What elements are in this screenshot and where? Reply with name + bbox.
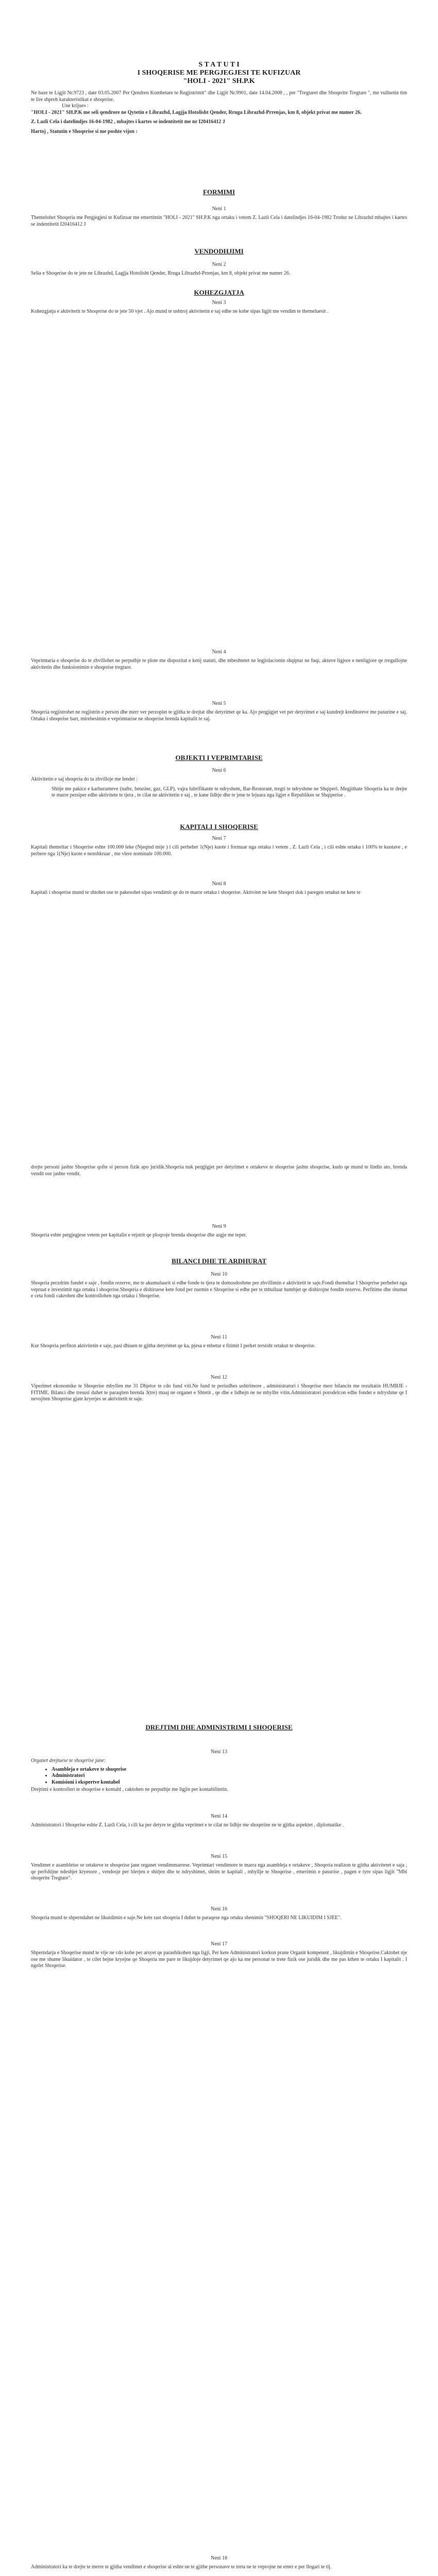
article-number: Neni 5 (212, 701, 226, 706)
article-activities: Shitje me pakice e karburanteve (nafte, benzine, gaz, GLP), vajra lubrifikante te ndryshem, Bar-Restorant, tregti te ndryshme ne Shqiperi. Megjithate Shoqeria ka te drejte te marre persiper edhe aktivitete te tjera , te cilat ne aktivitetin e saj , te kane lidhje dhe te jene te lejuara nga ligjet e Republikes se Shqiperise . (52, 786, 407, 798)
article-number: Neni 17 (211, 1941, 227, 1947)
article-text: Shperndarja e Shoqerise mund te vije ne cdo kohe per arsyet qe parashikohen nga ligji. Per kete Administratori korkon prane Organit kompetent , likujdimin e Shoqerise.Caktohet nje ose me shume likuidator , te cilet bejne kryejne qe Shoqeria me pare te likujdoje detyrimet qe ajo ka me personat te trete fizik ose juridik dhe me pas kthen te ortaku I kapitalit . I ngelet Shoqerise. (31, 1950, 407, 1969)
article-1 (31, 206, 407, 228)
list-item: • Komisioni i ekspertve kontabel (52, 1780, 407, 1786)
list-item: • Asambleja e ortakeve te shoqerise (52, 1767, 407, 1773)
article-text: Aktivitetin e saj shoqeria do ta zhvilloje me lendet : (31, 776, 138, 782)
article-number: Neni 8 (212, 881, 226, 887)
organs-list (52, 1767, 407, 1786)
article-text: Shoqeria mund te shperndahet ne likuidimin e saje.Ne kete rast shoqeria I duhet te paraqese nga ortaku shenimin "SHOQERI NE LIKUIDIM I SJEE". (31, 1915, 342, 1921)
article-number: Neni 14 (211, 1814, 227, 1819)
article-text: Kapitali i shoqerise mund te shtohet ose te pakesohet sipas vendimit qe do te marre ortaku i shoqerise. Aktivitet ne kete Shoqeri dok i paregen ortakut ne kete te (31, 890, 361, 895)
article-number: Neni 12 (211, 1375, 227, 1380)
article-number: Neni 18 (211, 2555, 227, 2561)
article-3 (31, 300, 407, 315)
intro-paragraph-2: Une krijues : (62, 103, 89, 109)
section-heading: VENDODHJIMI (194, 247, 244, 255)
article-text: Viperimet ekonomike te Shoqerise mbyllen me 31 Dhjetor te cdo fund viti.Ne fund te periudhes ushtrimore , administratori i Shoqerise merr bilancin me rezultatin HUMBJE -FITIME. Bilanci dhe tresusi duhet te paraqiten brenda 3(tre) muaj ne organet e Shtetit , qe dhe e lidhejn ne ne mbyllte vitin.Administratori porodelcon edhe fondet e ndryshme qe I nevojiten Shoqerise gjate kryerjes se aktivitetit te saje. (31, 1383, 407, 1402)
article-number: Neni 2 (212, 262, 226, 267)
article-4 (31, 649, 407, 671)
intro-paragraph-5: Hartoj , Statutin e Shoqerise si me poshte vijon : (31, 128, 138, 134)
article-6 (31, 768, 407, 799)
article-2 (31, 262, 407, 277)
section-heading: KAPITALI I SHOQERISE (180, 823, 258, 831)
section-kapitali (31, 823, 407, 831)
article-text: Themelohet Shoqeria me Pergjegjesi te Kufizuar me emertimin "HOLI - 2021" SH.P.K nga ortaku i vetem Z. Lazli Cela i datelindjes 16-04-1982 Trodur ne Librazhd mbajtes i kartes se indentitetit I20416412 J (31, 215, 407, 227)
title-company-name: "HOLI - 2021" SH.P.K (183, 77, 255, 85)
article-text: drejte personi jashte Shoqerise qofte si person fizik apo juridik.Shoqeria nuk pergjigjet per detyrimet e ortakeve te shoqerise jashte shoqerise, kudo qe mund te lindin ato, brenda vendit ose jashte vendit. (31, 1164, 407, 1177)
article-text: Shoqeria regjistrohet ne regjistrin e person dhe merr ver perzoplet te gjitha te drejtat dhe detyrimet qe ka. Ajo pergjigjet vet per detyrimet e saj kundrejt kreditoreve me pasurine e saj. Ortaku i shoqerise bart, mirebesimin e veprimtarise ne shoqerise brenda kapitalit te saj. (31, 709, 407, 722)
intro-paragraph-4: Z. Lazli Cela i datelindjes 16-04-1982 , mbajtes i kartes se indentitetit me nr I20416412 J (31, 119, 225, 125)
article-text: Kohezgjatja e aktivitetit te Shoqerise do te jete 50 vjet . Ajo mund te ushtroj aktivitetin e saj edhe ne kohe sipas ligjit me vendim te themeluesit . (31, 309, 329, 314)
article-8 (31, 881, 407, 896)
section-heading: BILANCI DHE TE ARDHURAT (171, 1257, 267, 1265)
article-15 (31, 1854, 407, 1882)
article-number: Neni 10 (211, 1272, 227, 1277)
article-11 (31, 1334, 407, 1350)
section-kohezgjatja (31, 289, 407, 297)
article-number: Neni 11 (211, 1334, 227, 1340)
article-text: Selia e Shoqerise do te jete ne Librazhd, Lagjja Hotolisht Qender, Rruga Librazhd-Prrenjas, km 8, objekt privat me numer 26. (31, 270, 291, 276)
article-number: Neni 3 (212, 300, 226, 306)
article-number: Neni 6 (212, 768, 226, 773)
article-text: Veprimtaria e shoqerise do te zhvillohet ne perputhje te plote me dispozitat e ketij statuti, dhe mbeshtetet ne legjislacionin shqiptar ne fuqi, aktuve ligjore e nenligjore qe rregullojne aktivitetin dhe funksionimin e shoqerise tregtare. (31, 658, 407, 670)
section-heading: KOHEZGJATJA (194, 289, 244, 296)
article-5 (31, 701, 407, 722)
article-number: Neni 7 (212, 836, 226, 841)
section-bilanci (31, 1257, 407, 1265)
article-13 (31, 1749, 407, 1793)
document-header (31, 61, 407, 86)
article-text: Kur Shoqeria perfiton aktivitetin e saje, pasi dhiuen te gjitha detyrimet qe ka, pjesa e mbetur e fitimit I perket tersisht ortakut te shoqerise. (31, 1343, 316, 1349)
section-formimi (31, 188, 407, 196)
intro-paragraph-3: "HOLI - 2021" SH.P.K me seli qendrore ne Qytetin e Librazhd, Lagjja Hotolisht Qender, Rruga Librazhd-Prrenjas, km 8, objekt privat me numer 26. (31, 109, 362, 115)
article-text: Vendimet e asambleise se ortakeve te shoqerise jane organet vendimmarrese. Veprimtari vendimore te marra nga asambleja e ortakeve , Shoqeria realizon te gjitha aktivitetet e saja , qe perfshijne ndeshjet kryesore , vendosje per blerjen e shitjen dhe te ndryshimet, shtim te kapitali , mbyllje te Shoqerise , emerimin e pasurise , pagen e tyre sipas ligjit "Mbi shoqerite Tregtare". (31, 1862, 407, 1881)
section-drejtimi (31, 1723, 407, 1732)
article-9 (31, 1224, 407, 1239)
article-12 (31, 1375, 407, 1403)
article-number: Neni 9 (212, 1224, 226, 1229)
article-text: Administratori ka te drejte te merre te gjitha vendimet e shoqerise ai eshte ne te gjithe personave te treta ne te veprojne ne emer e per llogari te tij. (31, 2564, 332, 2570)
article-18 (31, 2555, 407, 2571)
article-17 (31, 1941, 407, 1970)
article-text: Kapitali themeltar i Shoqerise eshte 100.000 leke (Njeqind mije ) i cili perbehet 1(Nje) kuote i formuar nga ortaku i vetem , Z. Lazli Cela , i cili eshte ortaku i 100% te kuotave , e perbere nga 1(Nje) kuote e nenshkruar , me vlere nominale 100.000. (31, 844, 407, 857)
article-text: Shoqeria eshte pergjegjese vetem per kapitalin e rejstrit qe ploqroje brenda shoqerise dhe asgje me teper. (31, 1232, 247, 1238)
section-heading: DREJTIMI DHE ADMINISTRIMI I SHOQERISE (145, 1723, 293, 1731)
article-text: Administratori i Shoqerise eshte Z. Lazli Cela, i cili ka per detyre te gjitha veprimet e te cilat ne lidhje me shoqerine ne te gjitha aspektet , diplomatike . (31, 1822, 344, 1828)
article-text-2: Drejtimi e kontrolleri te shoqerise e kontabl , caktohen ne perputhje me ligjin per kontabilitetin. (31, 1787, 228, 1792)
title-company-type: I SHOQERISE ME PERGJEGJESI TE KUFIZUAR (137, 69, 301, 77)
section-heading: FORMIMI (203, 188, 235, 196)
intro-paragraph-1: Ne baze te Ligjit Nr.9723 , date 03.05.2007 Per Qendren Kombetare te Regjistrimit" dhe Ligjit Nr.9901, date 14.04.2008 , , per "Tregtaret dhe Shoqerite Tregtare ", me vullnetin tim te lire shpreh karakteristikat e shoqerise. (31, 90, 407, 103)
article-text: Shoqeria perzdrim fundet e saje , fondin rezerve, me te akumuluarit si edhe fonde te tjera te domosdoshme per zhvillimin e aktivitetit te saje.Fondi themeltar I Shoqerise perbehet nga vepruat e investimit nga ortaku i shoqerise.Shoqeria e dishiruese kete fond per ruemin e Shoqerise si edhe per te mbulluar humbjet qe dishirojne fondin rezerve. Perfitime dhe shumat e ceta fondi cakrohen dhe kontrollohen nga ortaku i Shoqerise. (31, 1280, 407, 1299)
article-8-continued (31, 1164, 407, 1177)
section-heading: OBJEKTI I VEPRIMTARISE (175, 754, 263, 761)
article-number: Neni 16 (211, 1906, 227, 1912)
article-14 (31, 1814, 407, 1829)
article-number: Neni 1 (212, 206, 226, 212)
article-16 (31, 1906, 407, 1922)
section-vendodhjimi (31, 247, 407, 256)
article-text: Organet drejtuese te shoqerise jane: (31, 1758, 106, 1764)
intro (31, 90, 407, 135)
article-number: Neni 13 (211, 1749, 227, 1755)
list-item: • Administratori (52, 1773, 407, 1780)
article-number: Neni 15 (211, 1854, 227, 1859)
section-objekti (31, 754, 407, 762)
article-10 (31, 1272, 407, 1300)
article-7 (31, 836, 407, 857)
article-number: Neni 4 (212, 649, 226, 655)
title-statuti: S T A T U T I (198, 61, 240, 69)
